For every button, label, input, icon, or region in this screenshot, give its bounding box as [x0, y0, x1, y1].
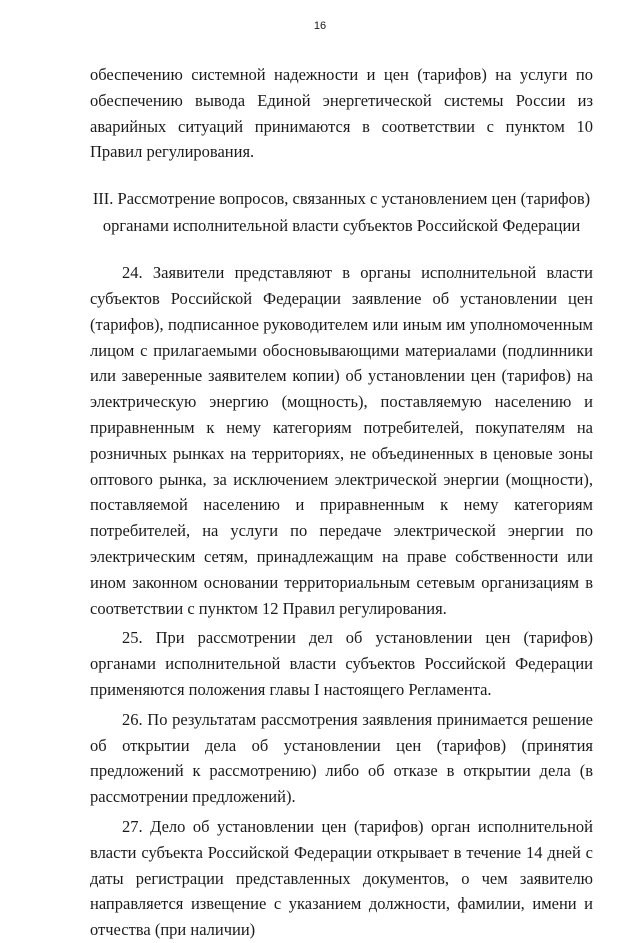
section-heading-line-1: III. Рассмотрение вопросов, связанных с установлением цен (тарифов) — [92, 189, 591, 209]
paragraph-25: 25. При рассмотрении дел об установлении цен (тарифов) органами исполнительной власти субъектов Российской Федерации применяются положения главы I настоящего Регламента. — [90, 628, 593, 699]
document-body — [90, 62, 593, 943]
page-number: 16 — [313, 20, 327, 32]
continuation-paragraph: обеспечению системной надежности и цен (тарифов) на услуги по обеспечению вывода Единой энергетической системы России из аварийных ситуаций принимаются в соответствии с пунктом 10 Правил регулирования. — [90, 65, 593, 162]
paragraph-26: 26. По результатам рассмотрения заявления принимается решение об открытии дела об установлении цен (тарифов) (принятия предложений к рассмотрению) либо об отказе в открытии дела (в рассмотрении предложений). — [90, 709, 593, 807]
section-heading — [90, 185, 593, 239]
section-heading-line-2: органами исполнительной власти субъектов Российской Федерации — [102, 216, 581, 236]
paragraph-24: 24. Заявители представляют в органы исполнительной власти субъектов Российской Федерации заявление об установлении цен (тарифов), подписанное руководителем или иным им уполномоченным лицом с прилагаемыми обосновывающими материалами (подлинники или заверенные заявителем копии) об установлении цен (тарифов) на электрическую энергию (мощность), поставляемую населению и приравненным к нему категориям потребителей, покупателям на розничных рынках на территориях, не объединенных в ценовые зоны оптового рынка, за исключением электрической энергии (мощности), поставляемой населению и приравненным к нему категориям потребителей, на услуги по передаче электрической энергии по электрическим сетям, принадлежащим на праве собственности или ином законном основании территориальным сетевым организациям в соответствии с пунктом 12 Правил регулирования. — [90, 263, 593, 618]
paragraph-27: 27. Дело об установлении цен (тарифов) орган исполнительной власти субъекта Российской Федерации открывает в течение 14 дней с даты регистрации представленных документов, о чем заявителю направляется извещение с указанием должности, фамилии, имени и отчества (при наличии) — [90, 816, 593, 940]
